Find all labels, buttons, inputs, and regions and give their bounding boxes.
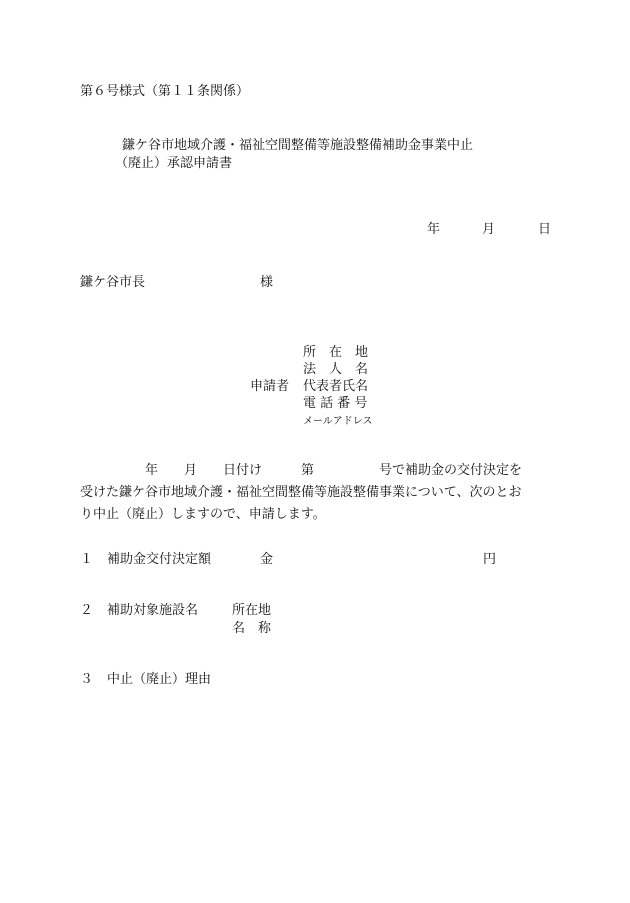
title-line-2: （廃止）承認申請書	[115, 156, 233, 171]
item-2-label: 補助対象施設名	[107, 603, 199, 618]
item-1-suffix: 円	[483, 552, 497, 567]
item-1-number: １	[80, 552, 94, 567]
body-line-3: り中止（廃止）しますので、申請します。	[80, 507, 326, 522]
addressee-name: 鎌ケ谷市長	[80, 275, 146, 290]
applicant-field-address: 所 在 地	[303, 345, 369, 360]
applicant-field-phone: 電 話 番 号	[303, 396, 368, 411]
item-3-label: 中止（廃止）理由	[107, 672, 212, 687]
body-line-1: 年 月 日付け 第 号で補助金の交付決定を	[80, 463, 523, 478]
body-paragraph	[80, 460, 555, 526]
date-year: 年	[427, 222, 441, 237]
item-2-sub-name: 名 称	[232, 621, 272, 636]
item-1-label: 補助金交付決定額	[107, 552, 212, 567]
item-1-prefix: 金	[260, 552, 274, 567]
item-2-sub-location: 所在地	[232, 603, 272, 618]
applicant-field-representative: 代表者氏名	[303, 379, 369, 394]
item-2-number: ２	[80, 603, 94, 618]
date-day: 日	[538, 222, 552, 237]
applicant-field-corporation: 法 人 名	[303, 362, 369, 377]
addressee-honorific: 様	[260, 275, 274, 290]
date-month: 月	[482, 222, 496, 237]
applicant-field-email: メールアドレス	[303, 416, 373, 427]
item-3-number: ３	[80, 672, 94, 687]
title-line-1: 鎌ケ谷市地域介護・福祉空間整備等施設整備補助金事業中止	[122, 138, 474, 153]
form-number: 第６号様式（第１１条関係）	[80, 84, 250, 99]
body-line-2: 受けた鎌ケ谷市地域介護・福祉空間整備等施設整備事業について、次のとお	[80, 485, 522, 500]
applicant-label: 申請者	[250, 379, 290, 394]
